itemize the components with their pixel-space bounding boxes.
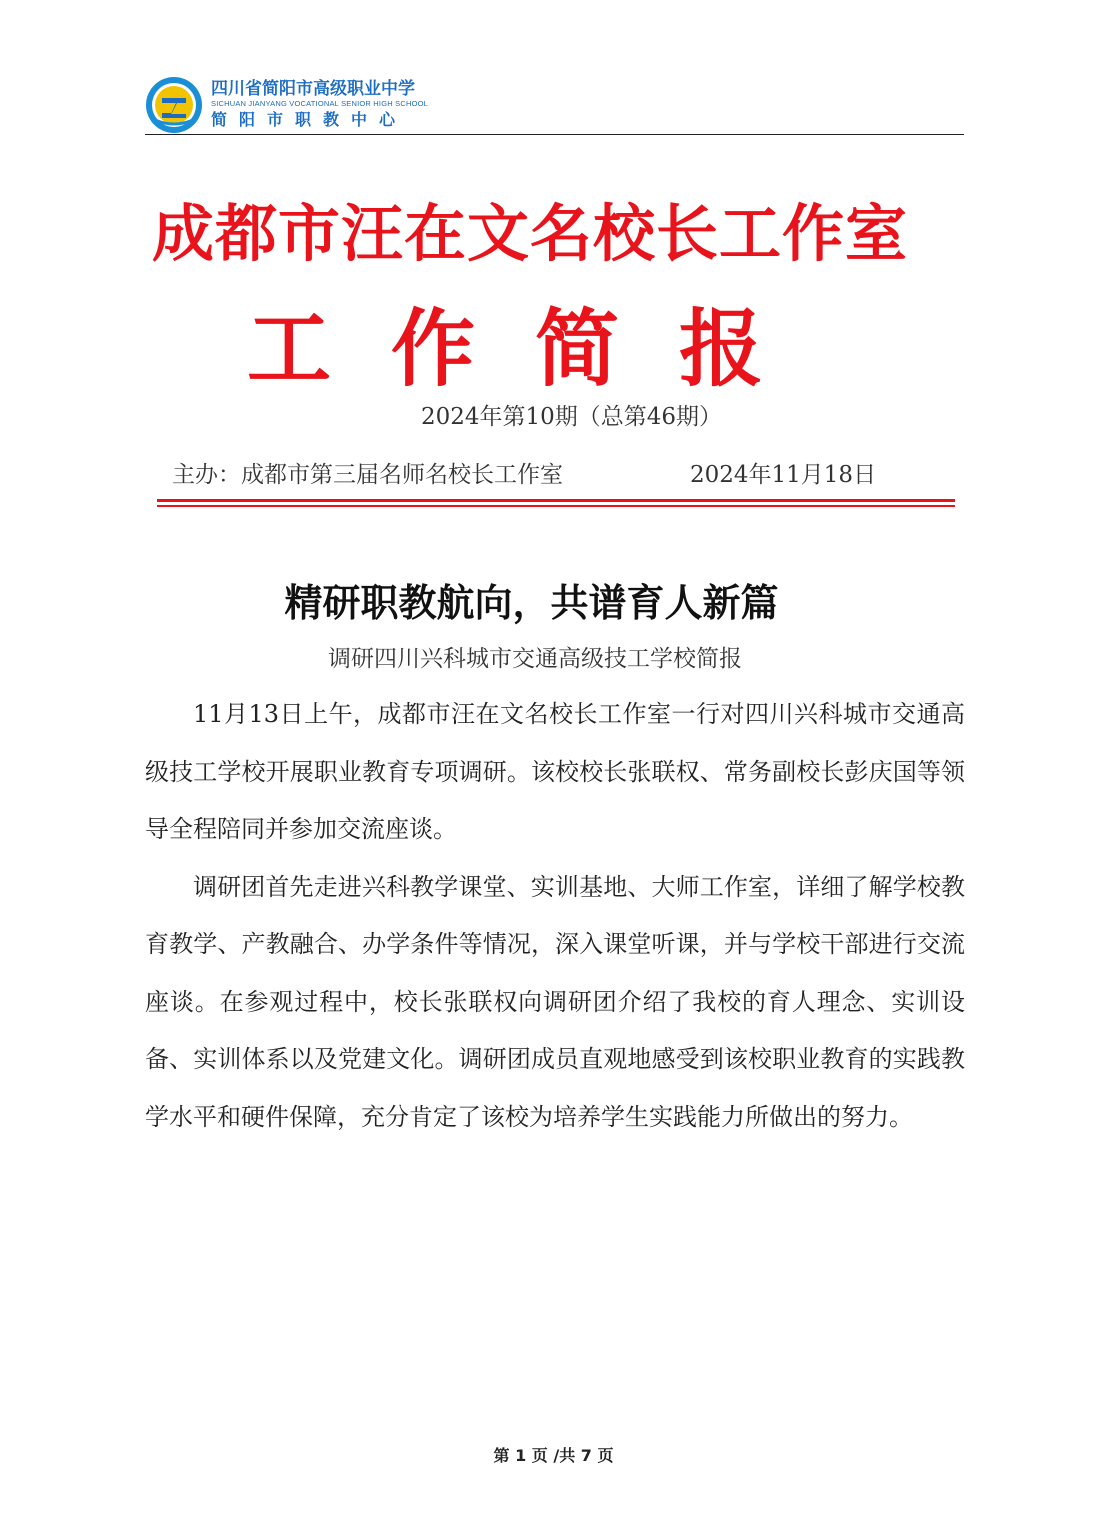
school-emblem-icon (145, 76, 203, 134)
page-number: 第 1 页 /共 7 页 (493, 1446, 614, 1465)
issue-number: 2024年第10期（总第46期） (420, 404, 723, 430)
publish-date: 2024年11月18日 (690, 462, 877, 488)
school-name-en: SICHUAN JIANYANG VOCATIONAL SENIOR HIGH SCHOOL (211, 99, 429, 108)
red-divider-thick (157, 499, 955, 502)
article-subtitle: 调研四川兴科城市交通高级技工学校简报 (328, 646, 742, 672)
school-names (211, 79, 428, 131)
school-name-cn: 四川省简阳市高级职业中学 (211, 79, 415, 99)
school-center-name: 简阳市职教中心 (211, 110, 408, 129)
article-body (145, 686, 965, 1146)
article-paragraph: 调研团首先走进兴科教学课堂、实训基地、大师工作室，详细了解学校教育教学、产教融合、办学条件等情况，深入课堂听课，并与学校干部进行交流座谈。在参观过程中，校长张联权向调研团介绍了我校的育人理念、实训设备、实训体系以及党建文化。调研团成员直观地感受到该校职业教育的实践教学水平和硬件保障，充分肯定了该校为培养学生实践能力所做出的努力。 (145, 872, 965, 1131)
article-paragraph: 11月13日上午，成都市汪在文名校长工作室一行对四川兴科城市交通高级技工学校开展职业教育专项调研。该校校长张联权、常务副校长彭庆国等领导全程陪同并参加交流座谈。 (145, 700, 965, 843)
red-divider-thin (157, 505, 955, 507)
article-title: 精研职教航向，共谱育人新篇 (284, 581, 779, 625)
sponsor-line: 主办：成都市第三届名师名校长工作室 (172, 462, 563, 488)
masthead-bulletin-title: 工作简报 (246, 299, 823, 398)
masthead-studio-name: 成都市汪在文名校长工作室 (151, 197, 908, 270)
school-header (145, 76, 428, 134)
header-divider (145, 134, 964, 135)
